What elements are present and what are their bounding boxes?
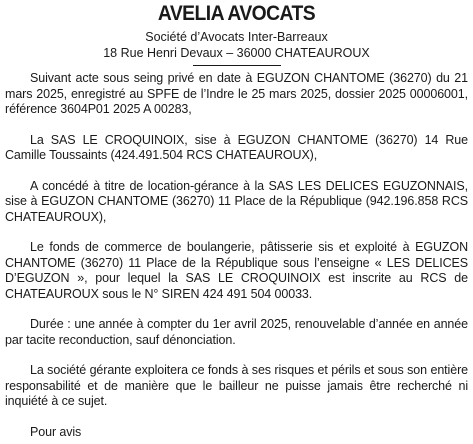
paragraph-business: Le fonds de commerce de boulangerie, pâtisserie sis et exploité à EGUZON CHANTOME (36270) 11 Place de la République sous l’enseigne « LES DELICES D’EGUZON », pour lequel la SAS LE CROQUINOIX est inscrite au RCS de CHATEAUROUX sous le N° SIREN 424 491 504 00033. [5, 240, 468, 301]
paragraph-liability: La société gérante exploitera ce fonds à ses risques et périls et sous son entière responsabilité et de manière que le bailleur ne puisse jamais être recherché ni inquiété à ce sujet. [5, 363, 468, 408]
firm-address: 18 Rue Henri Devaux – 36000 CHATEAUROUX [103, 46, 370, 60]
paragraph-lessee: A concédé à titre de location-gérance à la SAS LES DELICES EGUZONNAIS, sise à EGUZON CHANTOME (36270) 11 Place de la République (942.196.858 RCS CHATEAUROUX), [5, 178, 468, 224]
paragraph-duration: Durée : une année à compter du 1er avril 2025, renouvelable d’année en année par tacite reconduction, sauf dénonciation. [5, 317, 468, 347]
firm-title: AVELIA AVOCATS [157, 2, 316, 25]
paragraph-lessor: La SAS LE CROQUINOIX, sise à EGUZON CHANTOME (36270) 14 Rue Camille Toussaints (424.491.504 RCS CHATEAUROUX), [5, 132, 468, 162]
header-divider [193, 65, 281, 66]
paragraph-closing: Pour avis [30, 424, 82, 439]
firm-description: Société d’Avocats Inter-Barreaux [145, 30, 328, 44]
paragraph-deed: Suivant acte sous seing privé en date à EGUZON CHANTOME (36270) du 21 mars 2025, enregistré au SPFE de l’Indre le 25 mars 2025, dossier 2025 00006001, référence 3604P01 2025 A 00283, [5, 71, 468, 116]
